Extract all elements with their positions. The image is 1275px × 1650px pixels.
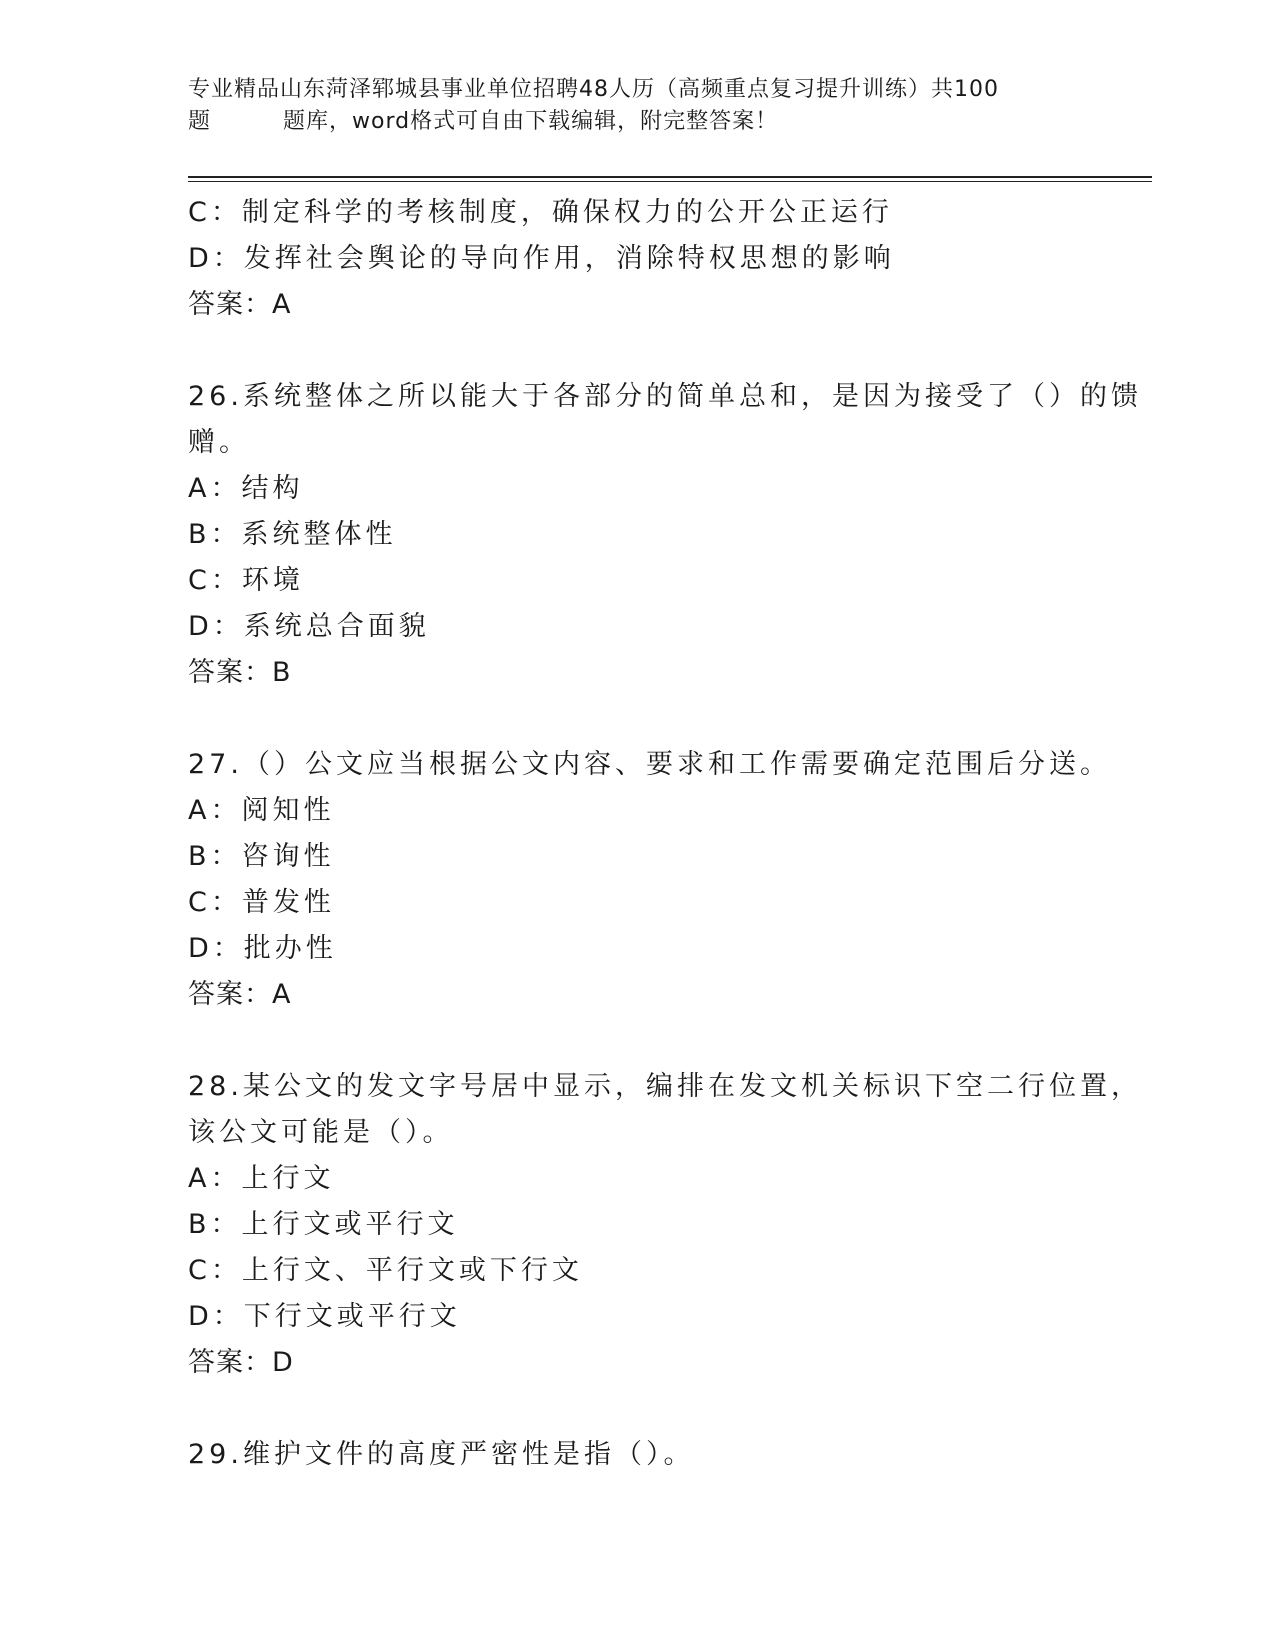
option-d: D：批办性 [188,933,337,964]
header-title-line: 专业精品山东菏泽郓城县事业单位招聘48人历（高频重点复习提升训练）共100 [188,77,999,102]
question-stem: 该公文可能是（）。 [188,1117,454,1148]
question-stem: 赠。 [188,427,250,458]
option-c: C：上行文、平行文或下行文 [188,1255,583,1286]
option-c: C：制定科学的考核制度，确保权力的公开公正运行 [188,197,893,228]
option-b: B：咨询性 [188,841,335,872]
option-c: C：环境 [188,565,304,596]
header-subtitle-line [188,106,1068,138]
document-header [188,74,1068,138]
answer-line: 答案：D [188,1347,294,1378]
question-stem: 27.（）公文应当根据公文内容、要求和工作需要确定范围后分送。 [188,749,1111,780]
question-stem: 28.某公文的发文字号居中显示，编排在发文机关标识下空二行位置， [188,1071,1142,1102]
answer-line: 答案：A [188,979,292,1010]
option-a: A：阅知性 [188,795,335,826]
question-27 [188,742,1111,1018]
header-divider-thin [188,181,1152,182]
option-c: C：普发性 [188,887,335,918]
option-a: A：结构 [188,473,304,504]
question-26 [188,374,1142,696]
answer-line: 答案：B [188,657,292,688]
option-b: B：上行文或平行文 [188,1209,459,1240]
header-subtitle-right: 题库，word格式可自由下载编辑，附完整答案！ [283,109,779,134]
option-d: D：发挥社会舆论的导向作用，消除特权思想的影响 [188,243,895,274]
answer-line: 答案：A [188,289,292,320]
header-divider-thick [188,176,1152,178]
question-stem: 26.系统整体之所以能大于各部分的简单总和，是因为接受了（）的馈 [188,381,1142,412]
question-28 [188,1064,1142,1386]
option-d: D：系统总合面貌 [188,611,430,642]
question-29 [188,1432,1108,1478]
question-stem: 29.维护文件的高度严密性是指（）。 [188,1439,695,1470]
option-d: D：下行文或平行文 [188,1301,461,1332]
question-list [188,190,1142,1478]
header-subtitle-left: 题 [188,109,212,134]
option-b: B：系统整体性 [188,519,397,550]
option-a: A：上行文 [188,1163,335,1194]
